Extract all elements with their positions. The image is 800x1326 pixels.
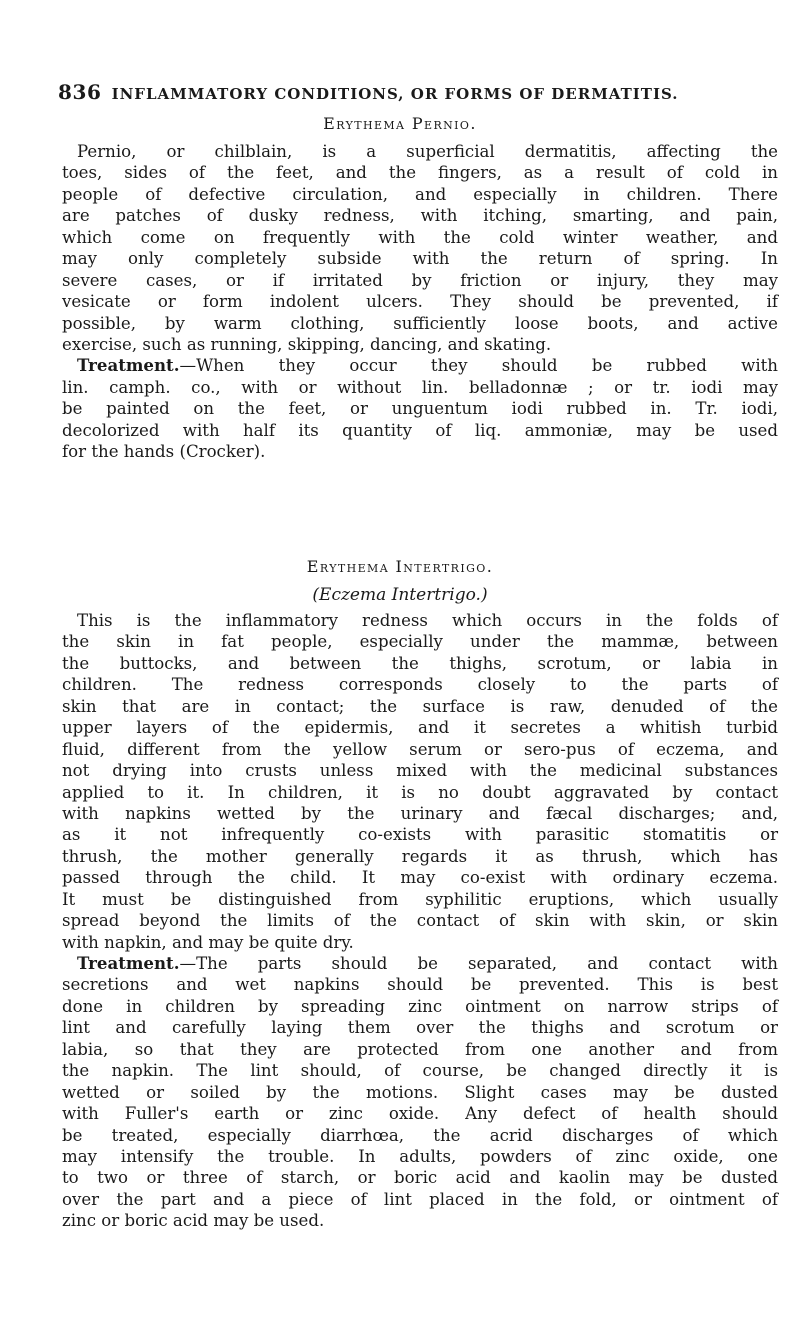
paragraph-line: people of defective circulation, and especially in children. There (62, 184, 778, 204)
treatment-line: labia, so that they are protected from one another and from (62, 1039, 778, 1059)
section-subtitle: (Eczema Intertrigo.) (312, 585, 488, 605)
treatment-line (62, 355, 778, 376)
treatment-text: —The parts should be separated, and contact with (179, 954, 778, 973)
paragraph-line: vesicate or form indolent ulcers. They should be prevented, if (62, 292, 778, 312)
paragraph-line: with napkin, and may be quite dry. (62, 932, 354, 952)
treatment-line: be painted on the feet, or unguentum iodi rubbed in. Tr. iodi, (62, 399, 778, 419)
treatment-line: done in children by spreading zinc ointment on narrow strips of (62, 996, 778, 1016)
page-number: 836 (58, 80, 102, 104)
paragraph-line: Pernio, or chilblain, is a superficial dermatitis, affecting the (77, 142, 778, 161)
treatment-line: may intensify the trouble. In adults, powders of zinc oxide, one (62, 1146, 778, 1166)
section-erythema-intertrigo-body (62, 610, 778, 1232)
treatment-line: lin. camph. co., with or without lin. belladonnæ ; or tr. iodi may (62, 377, 778, 397)
paragraph-line: It must be distinguished from syphilitic eruptions, which usually (62, 889, 778, 909)
paragraph-line: passed through the child. It may co-exist with ordinary eczema. (62, 868, 778, 888)
paragraph-line: the skin in fat people, especially under the mammæ, between (62, 632, 778, 652)
paragraph-line: This is the inflammatory redness which occurs in the folds of (77, 611, 778, 630)
treatment-line: secretions and wet napkins should be prevented. This is best (62, 975, 778, 995)
running-title: INFLAMMATORY CONDITIONS, OR FORMS OF DERMATITIS. (111, 85, 679, 103)
treatment-line: over the part and a piece of lint placed in the fold, or ointment of (62, 1189, 778, 1209)
paragraph-line: fluid, different from the yellow serum or sero-pus of eczema, and (62, 739, 778, 759)
paragraph-line: not drying into crusts unless mixed with the medicinal substances (62, 761, 778, 781)
paragraph-line: exercise, such as running, skipping, dancing, and skating. (62, 334, 552, 354)
paragraph-line: spread beyond the limits of the contact of skin with skin, or skin (62, 911, 778, 931)
section-erythema-pernio-body (62, 141, 778, 463)
paragraph-line: thrush, the mother generally regards it as thrush, which has (62, 846, 778, 866)
section-heading-erythema-pernio: Erythema Pernio. (323, 114, 477, 133)
paragraph-line: possible, by warm clothing, sufficiently loose boots, and active (62, 313, 778, 333)
paragraph-line: the buttocks, and between the thighs, scrotum, or labia in (62, 653, 778, 673)
paragraph-line: may only completely subside with the return of spring. In (62, 249, 778, 269)
treatment-label: Treatment. (77, 953, 180, 973)
paragraph-line: with napkins wetted by the urinary and fæcal discharges; and, (62, 803, 778, 823)
section-heading-erythema-intertrigo: Erythema Intertrigo. (306, 557, 494, 576)
treatment-line: decolorized with half its quantity of liq. ammoniæ, may be used (62, 420, 778, 440)
treatment-text: —When they occur they should be rubbed with (179, 356, 778, 376)
paragraph-line: toes, sides of the feet, and the fingers, as a result of cold in (62, 163, 778, 183)
paragraph-line: severe cases, or if irritated by friction or injury, they may (62, 270, 778, 290)
paragraph-line: skin that are in contact; the surface is raw, denuded of the (62, 696, 778, 716)
treatment-line: lint and carefully laying them over the thighs and scrotum or (62, 1018, 778, 1038)
treatment-line: with Fuller's earth or zinc oxide. Any defect of health should (62, 1104, 778, 1124)
paragraph-line: children. The redness corresponds closely to the parts of (62, 675, 778, 695)
paragraph-line: are patches of dusky redness, with itching, smarting, and pain, (62, 206, 778, 226)
treatment-line: wetted or soiled by the motions. Slight cases may be dusted (62, 1082, 778, 1102)
paragraph-line: upper layers of the epidermis, and it secretes a whitish turbid (62, 718, 778, 738)
treatment-line (62, 953, 778, 974)
treatment-line: the napkin. The lint should, of course, be changed directly it is (62, 1061, 778, 1081)
paragraph-line: as it not infrequently co-exists with parasitic stomatitis or (62, 825, 778, 845)
treatment-line: for the hands (Crocker). (62, 442, 266, 462)
treatment-label: Treatment. (77, 355, 180, 376)
treatment-line: be treated, especially diarrhœa, the acrid discharges of which (62, 1125, 778, 1145)
treatment-line: to two or three of starch, or boric acid and kaolin may be dusted (62, 1168, 778, 1188)
paragraph-line: applied to it. In children, it is no doubt aggravated by contact (62, 782, 778, 802)
treatment-line: zinc or boric acid may be used. (62, 1211, 325, 1231)
running-head (58, 80, 758, 104)
paragraph-line: which come on frequently with the cold winter weather, and (62, 227, 778, 247)
